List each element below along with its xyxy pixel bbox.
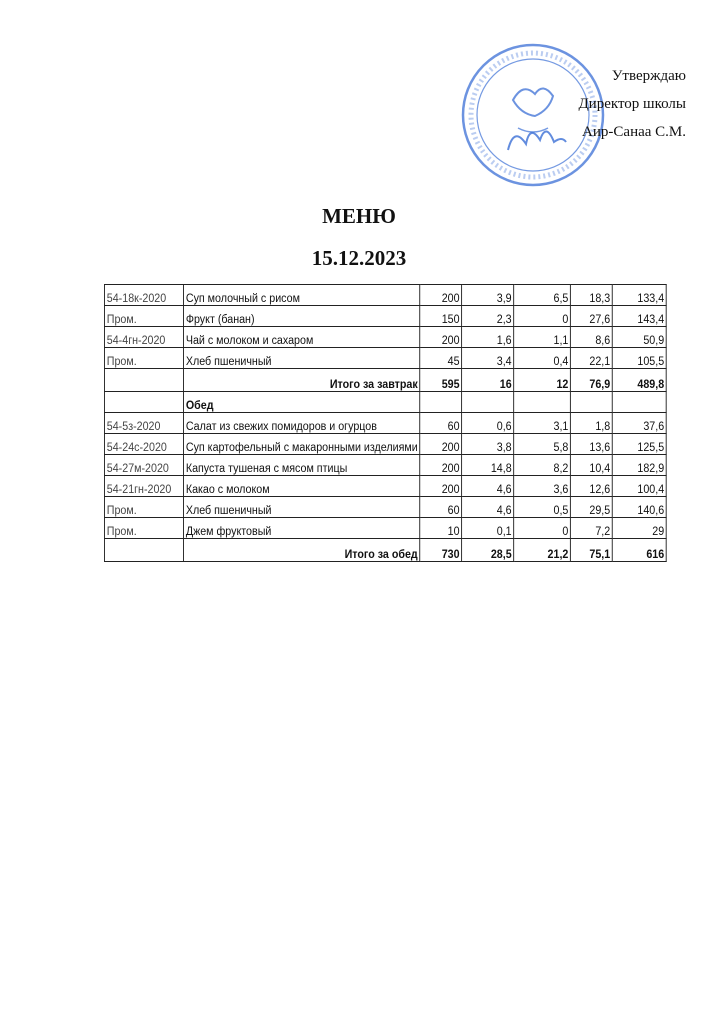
dish-name: Капуста тушеная с мясом птицы <box>184 455 421 476</box>
dish-carbs: 12,6 <box>571 476 613 497</box>
table-row <box>104 476 666 497</box>
dish-protein: 4,6 <box>462 476 514 497</box>
approval-line-1: Утверждаю <box>611 68 686 84</box>
dish-fat: 0 <box>514 306 571 327</box>
dish-carbs: 8,6 <box>571 327 613 348</box>
total-label: Итого за обед <box>184 539 421 562</box>
page-title: МЕНЮ <box>322 204 396 228</box>
section-empty <box>104 392 183 413</box>
dish-kcal: 105,5 <box>613 348 667 369</box>
dish-code: Пром. <box>104 518 183 539</box>
approval-block <box>578 62 686 146</box>
dish-fat: 6,5 <box>514 285 571 306</box>
dish-kcal: 125,5 <box>613 434 667 455</box>
total-empty <box>104 369 183 392</box>
dish-carbs: 18,3 <box>571 285 613 306</box>
section-empty <box>462 392 514 413</box>
total-label: Итого за завтрак <box>184 369 421 392</box>
dish-weight: 200 <box>420 455 462 476</box>
table-row <box>104 455 666 476</box>
dish-name: Джем фруктовый <box>184 518 421 539</box>
table-row <box>104 434 666 455</box>
total-row <box>104 369 666 392</box>
dish-code: Пром. <box>104 348 183 369</box>
dish-carbs: 7,2 <box>571 518 613 539</box>
dish-protein: 3,9 <box>462 285 514 306</box>
total-fat: 21,2 <box>514 539 571 562</box>
section-label: Обед <box>184 392 421 413</box>
menu-date: 15.12.2023 <box>311 246 407 270</box>
dish-protein: 1,6 <box>462 327 514 348</box>
section-empty <box>571 392 613 413</box>
table-row <box>104 518 666 539</box>
total-empty <box>104 539 183 562</box>
dish-protein: 3,4 <box>462 348 514 369</box>
dish-name: Фрукт (банан) <box>184 306 421 327</box>
dish-code: 54-24с-2020 <box>104 434 183 455</box>
approval-line-2: Директор школы <box>578 96 686 112</box>
section-empty <box>420 392 462 413</box>
dish-kcal: 29 <box>613 518 667 539</box>
dish-name: Чай с молоком и сахаром <box>184 327 421 348</box>
dish-kcal: 140,6 <box>613 497 667 518</box>
dish-kcal: 182,9 <box>613 455 667 476</box>
dish-carbs: 29,5 <box>571 497 613 518</box>
section-empty <box>613 392 667 413</box>
dish-code: 54-4гн-2020 <box>104 327 183 348</box>
dish-protein: 0,6 <box>462 413 514 434</box>
dish-weight: 200 <box>420 285 462 306</box>
total-weight: 595 <box>420 369 462 392</box>
dish-kcal: 50,9 <box>613 327 667 348</box>
total-protein: 28,5 <box>462 539 514 562</box>
table-row <box>104 327 666 348</box>
dish-carbs: 27,6 <box>571 306 613 327</box>
dish-fat: 0,4 <box>514 348 571 369</box>
section-empty <box>514 392 571 413</box>
dish-protein: 0,1 <box>462 518 514 539</box>
table-row <box>104 413 666 434</box>
dish-fat: 1,1 <box>514 327 571 348</box>
dish-weight: 45 <box>420 348 462 369</box>
dish-fat: 0,5 <box>514 497 571 518</box>
dish-name: Суп молочный с рисом <box>184 285 421 306</box>
dish-protein: 3,8 <box>462 434 514 455</box>
dish-name: Какао с молоком <box>184 476 421 497</box>
dish-fat: 5,8 <box>514 434 571 455</box>
dish-code: 54-21гн-2020 <box>104 476 183 497</box>
dish-protein: 14,8 <box>462 455 514 476</box>
approval-line-3: Аир-Санаа С.М. <box>582 124 686 140</box>
dish-carbs: 10,4 <box>571 455 613 476</box>
dish-kcal: 37,6 <box>613 413 667 434</box>
dish-name: Хлеб пшеничный <box>184 497 421 518</box>
dish-weight: 150 <box>420 306 462 327</box>
table-row <box>104 306 666 327</box>
dish-kcal: 143,4 <box>613 306 667 327</box>
section-row <box>104 392 666 413</box>
dish-carbs: 13,6 <box>571 434 613 455</box>
dish-name: Суп картофельный с макаронными изделиями <box>184 434 421 455</box>
dish-code: Пром. <box>104 497 183 518</box>
table-row <box>104 497 666 518</box>
dish-protein: 4,6 <box>462 497 514 518</box>
total-fat: 12 <box>514 369 571 392</box>
dish-kcal: 133,4 <box>613 285 667 306</box>
dish-weight: 60 <box>420 413 462 434</box>
dish-fat: 3,6 <box>514 476 571 497</box>
dish-code: 54-5з-2020 <box>104 413 183 434</box>
table-row <box>104 348 666 369</box>
total-kcal: 616 <box>613 539 667 562</box>
dish-code: 54-27м-2020 <box>104 455 183 476</box>
dish-name: Хлеб пшеничный <box>184 348 421 369</box>
dish-carbs: 1,8 <box>571 413 613 434</box>
dish-fat: 3,1 <box>514 413 571 434</box>
table-row <box>104 285 666 306</box>
dish-weight: 200 <box>420 327 462 348</box>
dish-protein: 2,3 <box>462 306 514 327</box>
dish-kcal: 100,4 <box>613 476 667 497</box>
dish-weight: 200 <box>420 434 462 455</box>
total-weight: 730 <box>420 539 462 562</box>
dish-carbs: 22,1 <box>571 348 613 369</box>
dish-name: Салат из свежих помидоров и огурцов <box>184 413 421 434</box>
dish-weight: 10 <box>420 518 462 539</box>
total-carbs: 76,9 <box>571 369 613 392</box>
total-protein: 16 <box>462 369 514 392</box>
total-row <box>104 539 666 562</box>
total-carbs: 75,1 <box>571 539 613 562</box>
dish-fat: 0 <box>514 518 571 539</box>
dish-fat: 8,2 <box>514 455 571 476</box>
dish-weight: 200 <box>420 476 462 497</box>
dish-code: 54-18к-2020 <box>104 285 183 306</box>
dish-weight: 60 <box>420 497 462 518</box>
dish-code: Пром. <box>104 306 183 327</box>
total-kcal: 489,8 <box>613 369 667 392</box>
menu-table <box>104 284 667 562</box>
